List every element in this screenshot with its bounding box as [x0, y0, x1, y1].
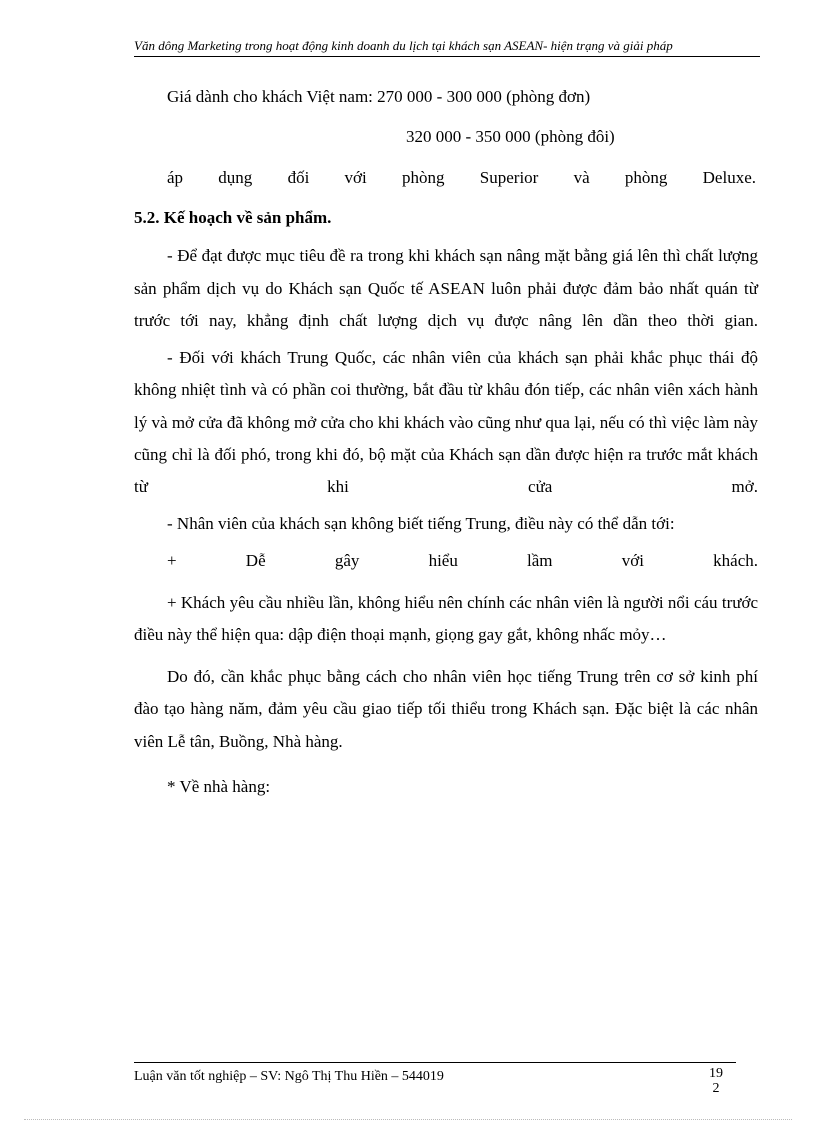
paragraph-language: - Nhân viên của khách sạn không biết tiếng Trung, điều này có thể dẫn tới:	[167, 513, 675, 533]
page-edge-dotted-line	[24, 1119, 792, 1120]
apply-line: áp dụng đối với phòng Superior và phòng Deluxe.	[167, 168, 756, 187]
paragraph-chinese-guests: - Đối với khách Trung Quốc, các nhân viên của khách sạn phải khắc phục thái độ không nhiệt tình và có phần coi thường, bắt đầu từ khâu đón tiếp, các nhân viên xách hành lý và mở cửa đã không mở cửa cho khi khách vào cũng như qua lại, nếu có thì việc làm này cũng chỉ là đối phó, trong khi đó, bộ mặt của Khách sạn dần được hiện ra trước mắt khách từ khi cửa mở.	[134, 348, 758, 497]
price-line-double: 320 000 - 350 000 (phòng đôi)	[406, 127, 615, 146]
page-header: Văn dông Marketing trong hoạt động kinh doanh du lịch tại khách sạn ASEAN- hiện trạng và giải pháp	[134, 37, 760, 57]
paragraph-solution: Do đó, cần khắc phục bằng cách cho nhân viên học tiếng Trung trên cơ sở kinh phí đào tạo hàng năm, đảm yêu cầu giao tiếp tối thiểu trong Khách sạn. Đặc biệt là các nhân viên Lễ tân, Buồng, Nhà hàng.	[134, 667, 758, 751]
price-line-single: Giá dành cho khách Việt nam: 270 000 - 300 000 (phòng đơn)	[167, 87, 591, 106]
page-number-top: 19	[709, 1066, 723, 1081]
paragraph-product-quality: - Để đạt được mục tiêu đề ra trong khi khách sạn nâng mặt bằng giá lên thì chất lượng sản phẩm dịch vụ do Khách sạn Quốc tế ASEAN luôn phải được đảm bảo nhất quán từ trước tới nay, khẳng định chất lượng dịch vụ được nâng lên dần theo thời gian.	[134, 246, 758, 331]
page-footer: Luận văn tốt nghiệp – SV: Ngô Thị Thu Hiền – 544019	[134, 1069, 444, 1084]
page-number-bottom: 2	[712, 1081, 720, 1096]
footer-rule	[134, 1062, 736, 1063]
bullet-misunderstanding: + Dễ gây hiểu lầm với khách.	[167, 550, 758, 570]
page-number	[704, 1066, 728, 1096]
bullet-repeated-requests: + Khách yêu cầu nhiều lần, không hiểu nên chính các nhân viên là người nổi cáu trước điều này thể hiện qua: dập điện thoại mạnh, giọng gay gắt, không nhấc mỏy…	[134, 592, 758, 644]
section-heading: 5.2. Kế hoạch về sản phẩm.	[134, 208, 332, 227]
paragraph-restaurant: * Về nhà hàng:	[167, 776, 271, 796]
document-body	[134, 86, 758, 798]
